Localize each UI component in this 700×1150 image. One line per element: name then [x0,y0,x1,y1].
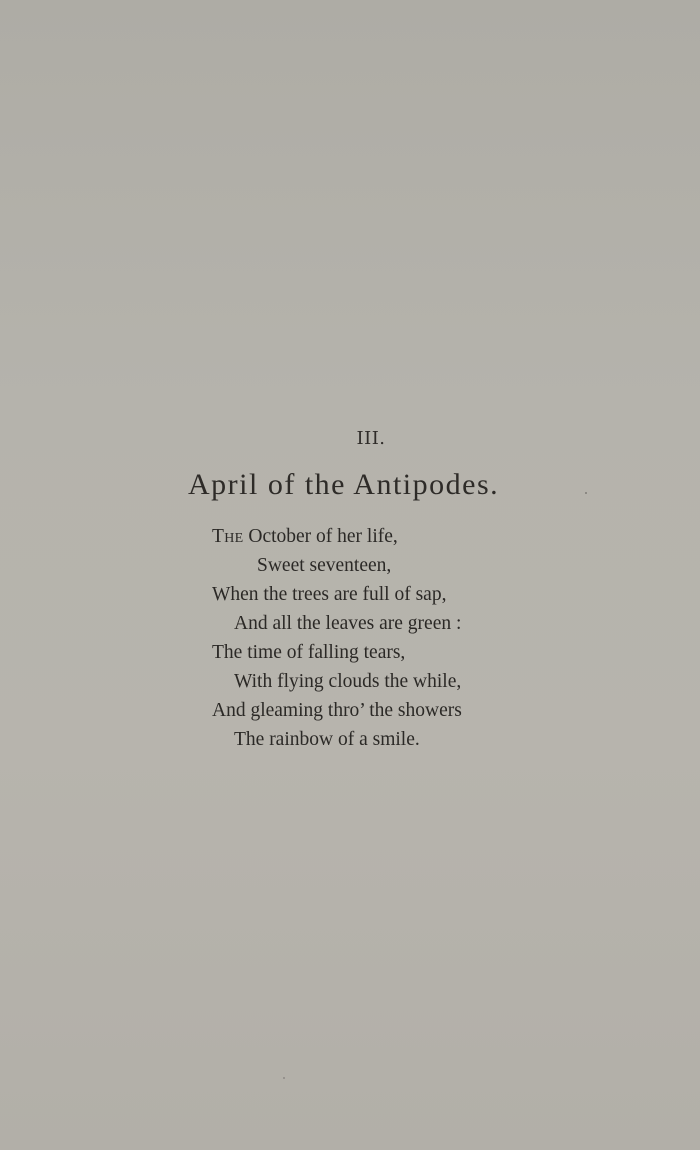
poem-line: When the trees are full of sap, [212,584,447,605]
poem-line [212,522,462,551]
poem-line: With flying clouds the while, [234,671,462,692]
poem-first-word: The [212,526,244,547]
poem-line: Sweet seventeen, [257,555,392,576]
section-numeral: III. [356,428,386,449]
poem-line: The rainbow of a smile. [234,729,420,750]
poem-line-text: October of her life, [243,526,398,547]
poem-title: April of the Antipodes. [188,468,500,501]
poem-stanza [212,522,462,754]
poem-line: The time of falling tears, [212,642,406,663]
print-speck [585,492,587,494]
poem-line: And all the leaves are green : [234,613,462,634]
paper-speck [283,1077,285,1079]
poem-line: And gleaming thro’ the showers [212,700,462,721]
